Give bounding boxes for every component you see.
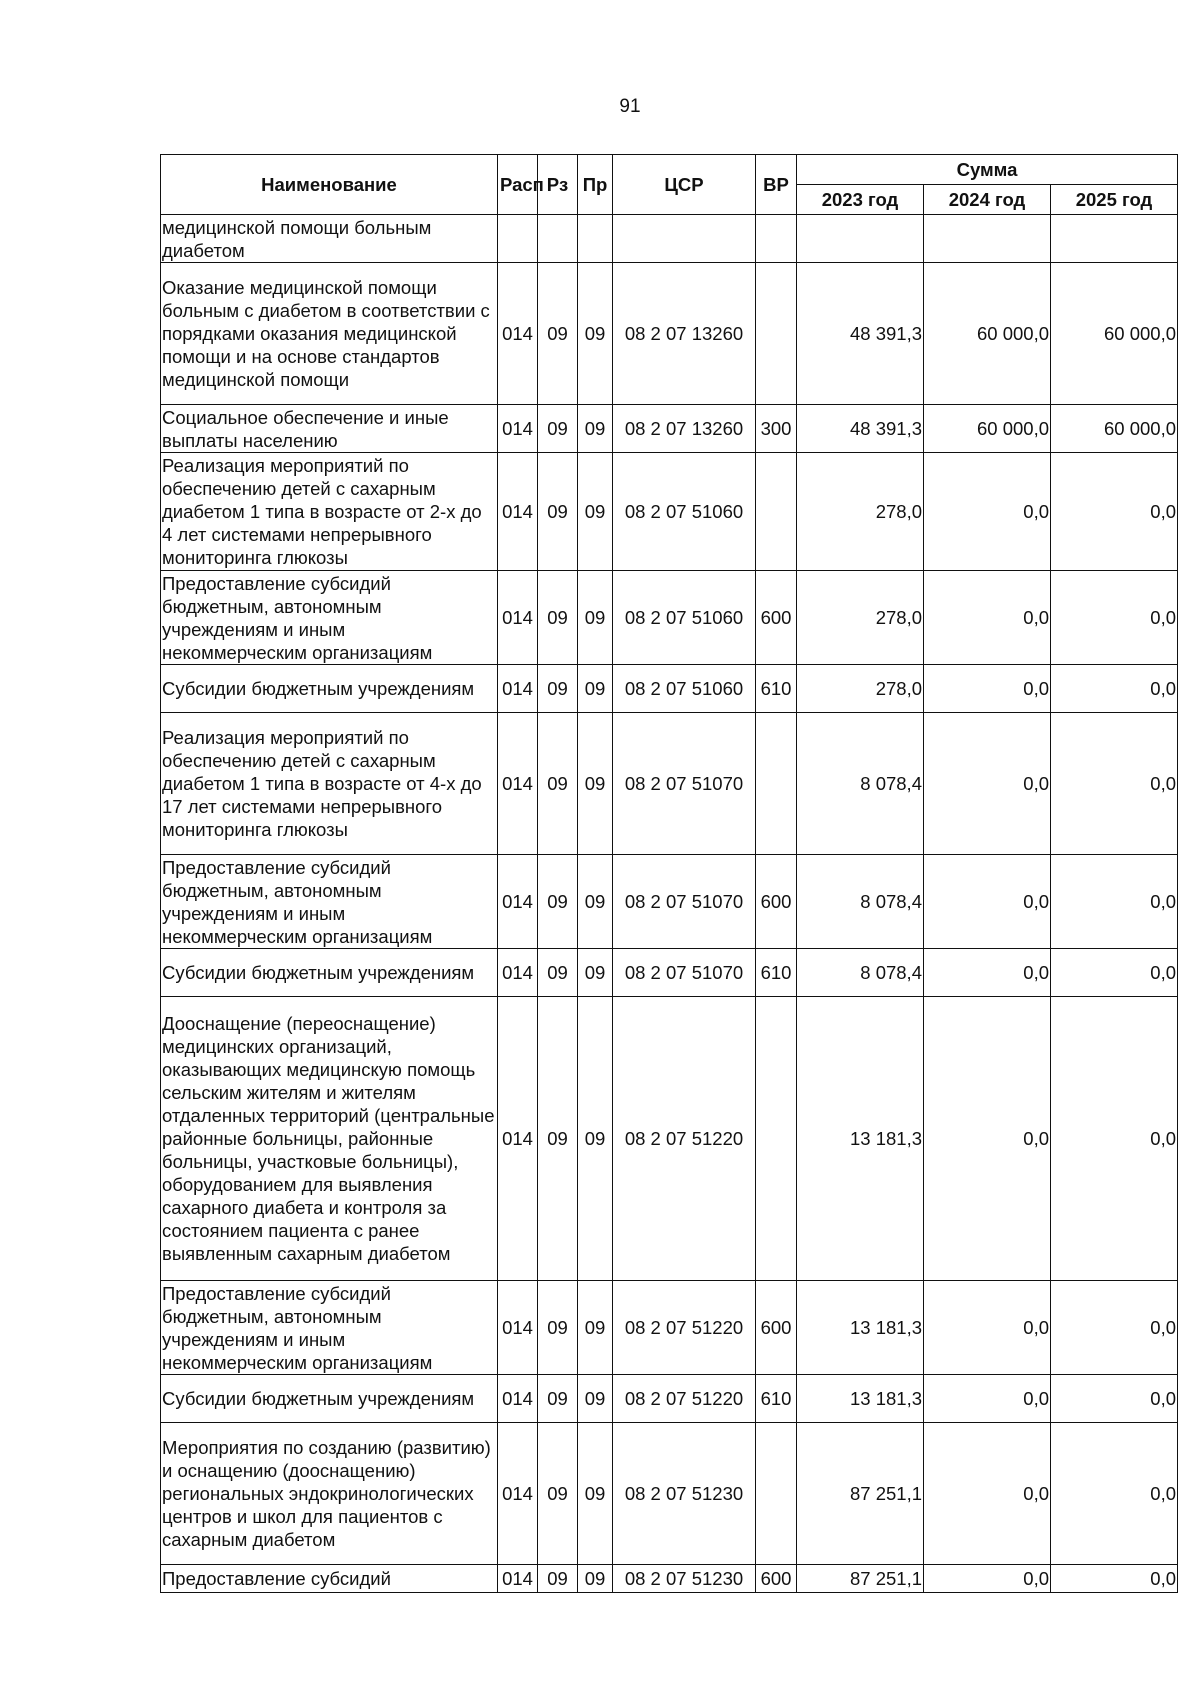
row-amount-2025: 0,0	[1051, 855, 1178, 949]
row-rz: 09	[538, 713, 578, 855]
row-amount-2024: 0,0	[924, 1565, 1051, 1593]
row-name: Предоставление субсидий бюджетным, автономным учреждениям и иным некоммерческим организациям	[161, 855, 498, 949]
row-name: Оказание медицинской помощи больным с диабетом в соответствии с порядками оказания медицинской помощи и на основе стандартов медицинской помощи	[161, 263, 498, 405]
row-pr: 09	[578, 571, 613, 665]
row-csr: 08 2 07 51230	[613, 1423, 756, 1565]
row-pr	[578, 215, 613, 263]
row-rz: 09	[538, 1423, 578, 1565]
row-vr	[756, 215, 797, 263]
row-name: Реализация мероприятий по обеспечению детей с сахарным диабетом 1 типа в возрасте от 4-х до 17 лет системами непрерывного мониторинга глюкозы	[161, 713, 498, 855]
row-pr: 09	[578, 997, 613, 1281]
row-rasp: 014	[498, 855, 538, 949]
row-vr: 600	[756, 1565, 797, 1593]
header-year-2023: 2023 год	[797, 185, 924, 215]
row-rasp: 014	[498, 949, 538, 997]
row-amount-2023: 48 391,3	[797, 405, 924, 453]
row-amount-2025: 0,0	[1051, 1375, 1178, 1423]
row-amount-2024: 0,0	[924, 949, 1051, 997]
row-name: Субсидии бюджетным учреждениям	[161, 665, 498, 713]
row-csr: 08 2 07 51220	[613, 997, 756, 1281]
header-rasp: Расп	[498, 155, 538, 215]
row-amount-2023: 48 391,3	[797, 263, 924, 405]
row-amount-2025	[1051, 215, 1178, 263]
header-pr: Пр	[578, 155, 613, 215]
row-pr: 09	[578, 263, 613, 405]
row-csr: 08 2 07 51070	[613, 713, 756, 855]
budget-table	[160, 154, 1178, 1593]
table-row	[161, 855, 1178, 949]
row-rasp: 014	[498, 405, 538, 453]
row-vr	[756, 1423, 797, 1565]
table-body	[161, 215, 1178, 1593]
row-vr: 610	[756, 665, 797, 713]
row-amount-2024: 0,0	[924, 997, 1051, 1281]
row-rasp: 014	[498, 1281, 538, 1375]
row-name: Социальное обеспечение и иные выплаты населению	[161, 405, 498, 453]
row-rz: 09	[538, 453, 578, 571]
row-rasp: 014	[498, 997, 538, 1281]
row-amount-2023	[797, 215, 924, 263]
row-amount-2023: 87 251,1	[797, 1423, 924, 1565]
row-amount-2025: 60 000,0	[1051, 263, 1178, 405]
row-vr: 600	[756, 855, 797, 949]
row-amount-2024: 0,0	[924, 1281, 1051, 1375]
row-csr: 08 2 07 51220	[613, 1375, 756, 1423]
table-header	[161, 155, 1178, 215]
row-amount-2025: 0,0	[1051, 949, 1178, 997]
row-csr	[613, 215, 756, 263]
row-rz: 09	[538, 263, 578, 405]
row-csr: 08 2 07 51070	[613, 855, 756, 949]
row-amount-2023: 278,0	[797, 571, 924, 665]
row-rz: 09	[538, 949, 578, 997]
table-row	[161, 1281, 1178, 1375]
table-row	[161, 1375, 1178, 1423]
row-rasp: 014	[498, 263, 538, 405]
row-amount-2023: 13 181,3	[797, 997, 924, 1281]
row-amount-2025: 0,0	[1051, 997, 1178, 1281]
row-amount-2025: 0,0	[1051, 1565, 1178, 1593]
row-csr: 08 2 07 51220	[613, 1281, 756, 1375]
row-rasp: 014	[498, 1423, 538, 1565]
row-name: Предоставление субсидий бюджетным, автономным учреждениям и иным некоммерческим организациям	[161, 571, 498, 665]
row-csr: 08 2 07 51060	[613, 571, 756, 665]
row-csr: 08 2 07 13260	[613, 405, 756, 453]
table-row	[161, 1423, 1178, 1565]
row-vr	[756, 713, 797, 855]
row-amount-2023: 13 181,3	[797, 1281, 924, 1375]
row-rz: 09	[538, 1375, 578, 1423]
row-amount-2024	[924, 215, 1051, 263]
row-vr: 610	[756, 949, 797, 997]
table-row	[161, 571, 1178, 665]
row-rz: 09	[538, 1565, 578, 1593]
row-pr: 09	[578, 1375, 613, 1423]
row-pr: 09	[578, 713, 613, 855]
row-name: Предоставление субсидий	[161, 1565, 498, 1593]
row-pr: 09	[578, 1281, 613, 1375]
row-amount-2023: 8 078,4	[797, 713, 924, 855]
row-name: Реализация мероприятий по обеспечению детей с сахарным диабетом 1 типа в возрасте от 2-х до 4 лет системами непрерывного мониторинга глюкозы	[161, 453, 498, 571]
row-rz: 09	[538, 1281, 578, 1375]
row-amount-2023: 8 078,4	[797, 855, 924, 949]
row-amount-2024: 0,0	[924, 713, 1051, 855]
row-csr: 08 2 07 51060	[613, 453, 756, 571]
row-amount-2024: 60 000,0	[924, 405, 1051, 453]
row-csr: 08 2 07 51070	[613, 949, 756, 997]
row-amount-2025: 0,0	[1051, 453, 1178, 571]
row-vr: 600	[756, 571, 797, 665]
header-year-2025: 2025 год	[1051, 185, 1178, 215]
row-rasp: 014	[498, 713, 538, 855]
table-row	[161, 997, 1178, 1281]
page-number: 91	[619, 96, 641, 117]
row-pr: 09	[578, 1423, 613, 1565]
row-vr: 610	[756, 1375, 797, 1423]
row-rasp: 014	[498, 453, 538, 571]
header-rz: Рз	[538, 155, 578, 215]
row-pr: 09	[578, 1565, 613, 1593]
row-amount-2023: 278,0	[797, 453, 924, 571]
table-row	[161, 453, 1178, 571]
row-amount-2023: 8 078,4	[797, 949, 924, 997]
row-pr: 09	[578, 453, 613, 571]
row-rz: 09	[538, 571, 578, 665]
row-rasp	[498, 215, 538, 263]
row-amount-2025: 0,0	[1051, 1423, 1178, 1565]
row-name: медицинской помощи больным диабетом	[161, 215, 498, 263]
row-rz	[538, 215, 578, 263]
row-amount-2023: 13 181,3	[797, 1375, 924, 1423]
row-pr: 09	[578, 949, 613, 997]
header-vr: ВР	[756, 155, 797, 215]
row-amount-2023: 278,0	[797, 665, 924, 713]
row-amount-2025: 0,0	[1051, 665, 1178, 713]
row-amount-2024: 0,0	[924, 453, 1051, 571]
header-csr: ЦСР	[613, 155, 756, 215]
table-row	[161, 263, 1178, 405]
row-rz: 09	[538, 855, 578, 949]
table-row	[161, 665, 1178, 713]
row-rasp: 014	[498, 665, 538, 713]
row-name: Дооснащение (переоснащение) медицинских организаций, оказывающих медицинскую помощь сельским жителям и жителям отдаленных территорий (центральные районные больницы, районные больницы, участковые больницы), оборудованием для выявления сахарного диабета и контроля за состоянием пациента с ранее выявленным сахарным диабетом	[161, 997, 498, 1281]
row-vr: 600	[756, 1281, 797, 1375]
row-rasp: 014	[498, 571, 538, 665]
row-csr: 08 2 07 13260	[613, 263, 756, 405]
row-vr	[756, 453, 797, 571]
row-pr: 09	[578, 405, 613, 453]
row-csr: 08 2 07 51230	[613, 1565, 756, 1593]
row-rz: 09	[538, 405, 578, 453]
row-name: Предоставление субсидий бюджетным, автономным учреждениям и иным некоммерческим организациям	[161, 1281, 498, 1375]
table-row	[161, 405, 1178, 453]
row-rasp: 014	[498, 1565, 538, 1593]
table-row	[161, 713, 1178, 855]
row-pr: 09	[578, 665, 613, 713]
row-amount-2025: 0,0	[1051, 571, 1178, 665]
row-amount-2024: 0,0	[924, 665, 1051, 713]
row-amount-2024: 0,0	[924, 571, 1051, 665]
row-amount-2023: 87 251,1	[797, 1565, 924, 1593]
table-row	[161, 215, 1178, 263]
row-rasp: 014	[498, 1375, 538, 1423]
row-vr	[756, 263, 797, 405]
header-sum: Сумма	[797, 155, 1178, 185]
row-amount-2024: 0,0	[924, 855, 1051, 949]
row-amount-2024: 0,0	[924, 1423, 1051, 1565]
header-year-2024: 2024 год	[924, 185, 1051, 215]
row-pr: 09	[578, 855, 613, 949]
row-vr	[756, 997, 797, 1281]
row-name: Субсидии бюджетным учреждениям	[161, 1375, 498, 1423]
row-name: Субсидии бюджетным учреждениям	[161, 949, 498, 997]
row-amount-2025: 60 000,0	[1051, 405, 1178, 453]
row-amount-2024: 60 000,0	[924, 263, 1051, 405]
table-row	[161, 1565, 1178, 1593]
row-name: Мероприятия по созданию (развитию) и оснащению (дооснащению) региональных эндокринологических центров и школ для пациентов с сахарным диабетом	[161, 1423, 498, 1565]
row-csr: 08 2 07 51060	[613, 665, 756, 713]
row-vr: 300	[756, 405, 797, 453]
row-amount-2024: 0,0	[924, 1375, 1051, 1423]
table-row	[161, 949, 1178, 997]
row-amount-2025: 0,0	[1051, 1281, 1178, 1375]
row-amount-2025: 0,0	[1051, 713, 1178, 855]
header-name: Наименование	[161, 155, 498, 215]
row-rz: 09	[538, 997, 578, 1281]
row-rz: 09	[538, 665, 578, 713]
